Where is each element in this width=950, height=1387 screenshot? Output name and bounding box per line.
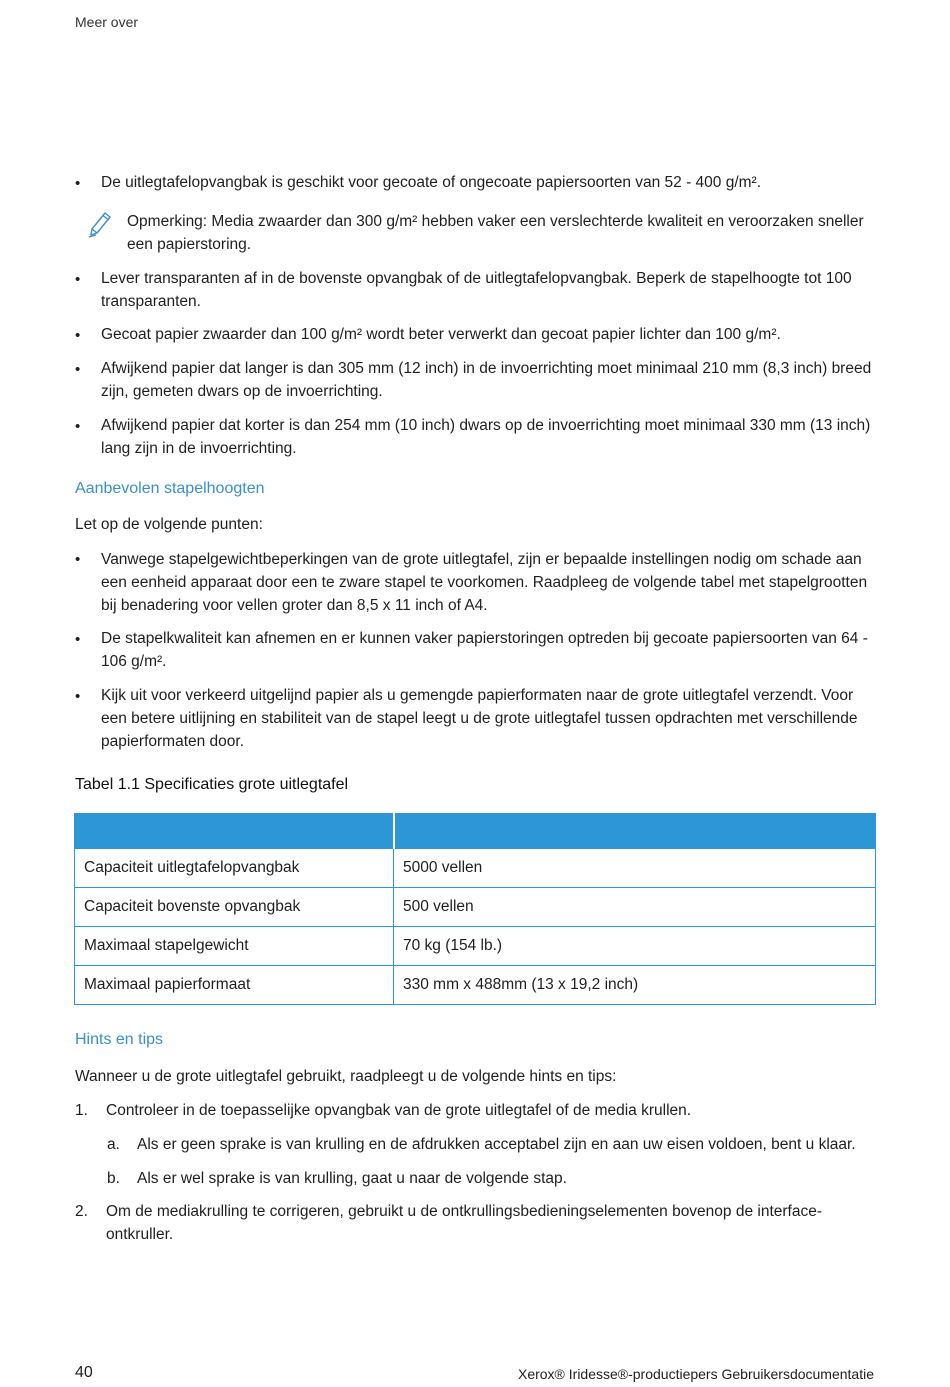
table-cell: Maximaal papierformaat [75, 966, 394, 1005]
table-caption: Tabel 1.1 Specificaties grote uitlegtafel [75, 776, 349, 793]
bullet-marker: • [75, 271, 81, 288]
table-cell: 70 kg (154 lb.) [394, 927, 876, 966]
table-row [75, 849, 876, 888]
bullet-marker: • [75, 418, 81, 435]
table-cell: 5000 vellen [394, 849, 876, 888]
table-row [75, 966, 876, 1005]
running-header: Meer over [75, 14, 139, 30]
table-row [75, 888, 876, 927]
table-cell: Capaciteit bovenste opvangbak [75, 888, 394, 927]
substep-text: Als er geen sprake is van krulling en de afdrukken acceptabel zijn en aan uw eisen voldoen, bent u klaar. [137, 1136, 856, 1153]
spec-table [74, 813, 876, 1005]
section-heading: Hints en tips [75, 1031, 164, 1048]
pencil-icon [87, 208, 113, 238]
footer-doc-title: Xerox® Iridesse®-productiepers Gebruikersdocumentatie [517, 1366, 874, 1382]
section-heading: Aanbevolen stapelhoogten [75, 480, 265, 497]
list-item: Vanwege stapelgewichtbeperkingen van de grote uitlegtafel, zijn er bepaalde instellingen nodig om schade aan een eenheid apparaat door een te zware stapel te voorkomen. Raadpleeg de volgende tabel met stapelgrootten bij benadering voor vellen groter dan 8,5 x 11 inch of A4. [101, 551, 868, 614]
step-text: Controleer in de toepasselijke opvangbak van de grote uitlegtafel of de media krullen. [106, 1102, 692, 1119]
substep-letter: b. [107, 1170, 120, 1187]
substep-text: Als er wel sprake is van krulling, gaat u naar de volgende stap. [137, 1170, 567, 1187]
table-header-row [75, 814, 876, 849]
list-item: Afwijkend papier dat korter is dan 254 mm (10 inch) dwars op de invoerrichting moet minimaal 330 mm (13 inch) lang zijn in de invoerrichting. [101, 417, 871, 457]
table-cell: 330 mm x 488mm (13 x 19,2 inch) [394, 966, 876, 1005]
table-cell: 500 vellen [394, 888, 876, 927]
list-item: Gecoat papier zwaarder dan 100 g/m² wordt beter verwerkt dan gecoat papier lichter dan 100 g/m². [101, 326, 781, 343]
step-text: Om de mediakrulling te corrigeren, gebruikt u de ontkrullingsbedieningselementen bovenop de interface-ontkruller. [106, 1203, 823, 1243]
list-item: Kijk uit voor verkeerd uitgelijnd papier als u gemengde papierformaten naar de grote uitlegtafel verzendt. Voor een betere uitlijning en stabiliteit van de stapel leegt u de grote uitlegtafel tussen opdrachten met verschillende papierformaten door. [101, 687, 858, 750]
bullet-marker: • [75, 551, 81, 568]
bullet-marker: • [75, 688, 81, 705]
step-number: 2. [75, 1203, 88, 1220]
table-header-cell [75, 814, 394, 849]
section-intro: Let op de volgende punten: [75, 516, 263, 533]
list-item: De uitlegtafelopvangbak is geschikt voor gecoate of ongecoate papiersoorten van 52 - 400 g/m². [101, 174, 762, 191]
list-item: Afwijkend papier dat langer is dan 305 mm (12 inch) in de invoerrichting moet minimaal 210 mm (8,3 inch) breed zijn, gemeten dwars op de invoerrichting. [101, 360, 872, 400]
bullet-marker: • [75, 631, 81, 648]
list-item: Lever transparanten af in de bovenste opvangbak of de uitlegtafelopvangbak. Beperk de stapelhoogte tot 100 transparanten. [101, 270, 852, 310]
section-intro: Wanneer u de grote uitlegtafel gebruikt, raadpleegt u de volgende hints en tips: [75, 1068, 617, 1085]
list-item: De stapelkwaliteit kan afnemen en er kunnen vaker papierstoringen optreden bij gecoate papiersoorten van 64 - 106 g/m². [101, 630, 868, 670]
table-cell: Capaciteit uitlegtafelopvangbak [75, 849, 394, 888]
bullet-marker: • [75, 175, 81, 192]
table-cell: Maximaal stapelgewicht [75, 927, 394, 966]
table-header-cell [394, 814, 876, 849]
bullet-marker: • [75, 327, 81, 344]
note-text: Opmerking: Media zwaarder dan 300 g/m² hebben vaker een verslechterde kwaliteit en veroorzaken sneller een papierstoring. [127, 213, 864, 253]
page-number: 40 [75, 1364, 93, 1381]
step-number: 1. [75, 1102, 88, 1119]
substep-letter: a. [107, 1136, 120, 1153]
bullet-marker: • [75, 361, 81, 378]
table-row [75, 927, 876, 966]
